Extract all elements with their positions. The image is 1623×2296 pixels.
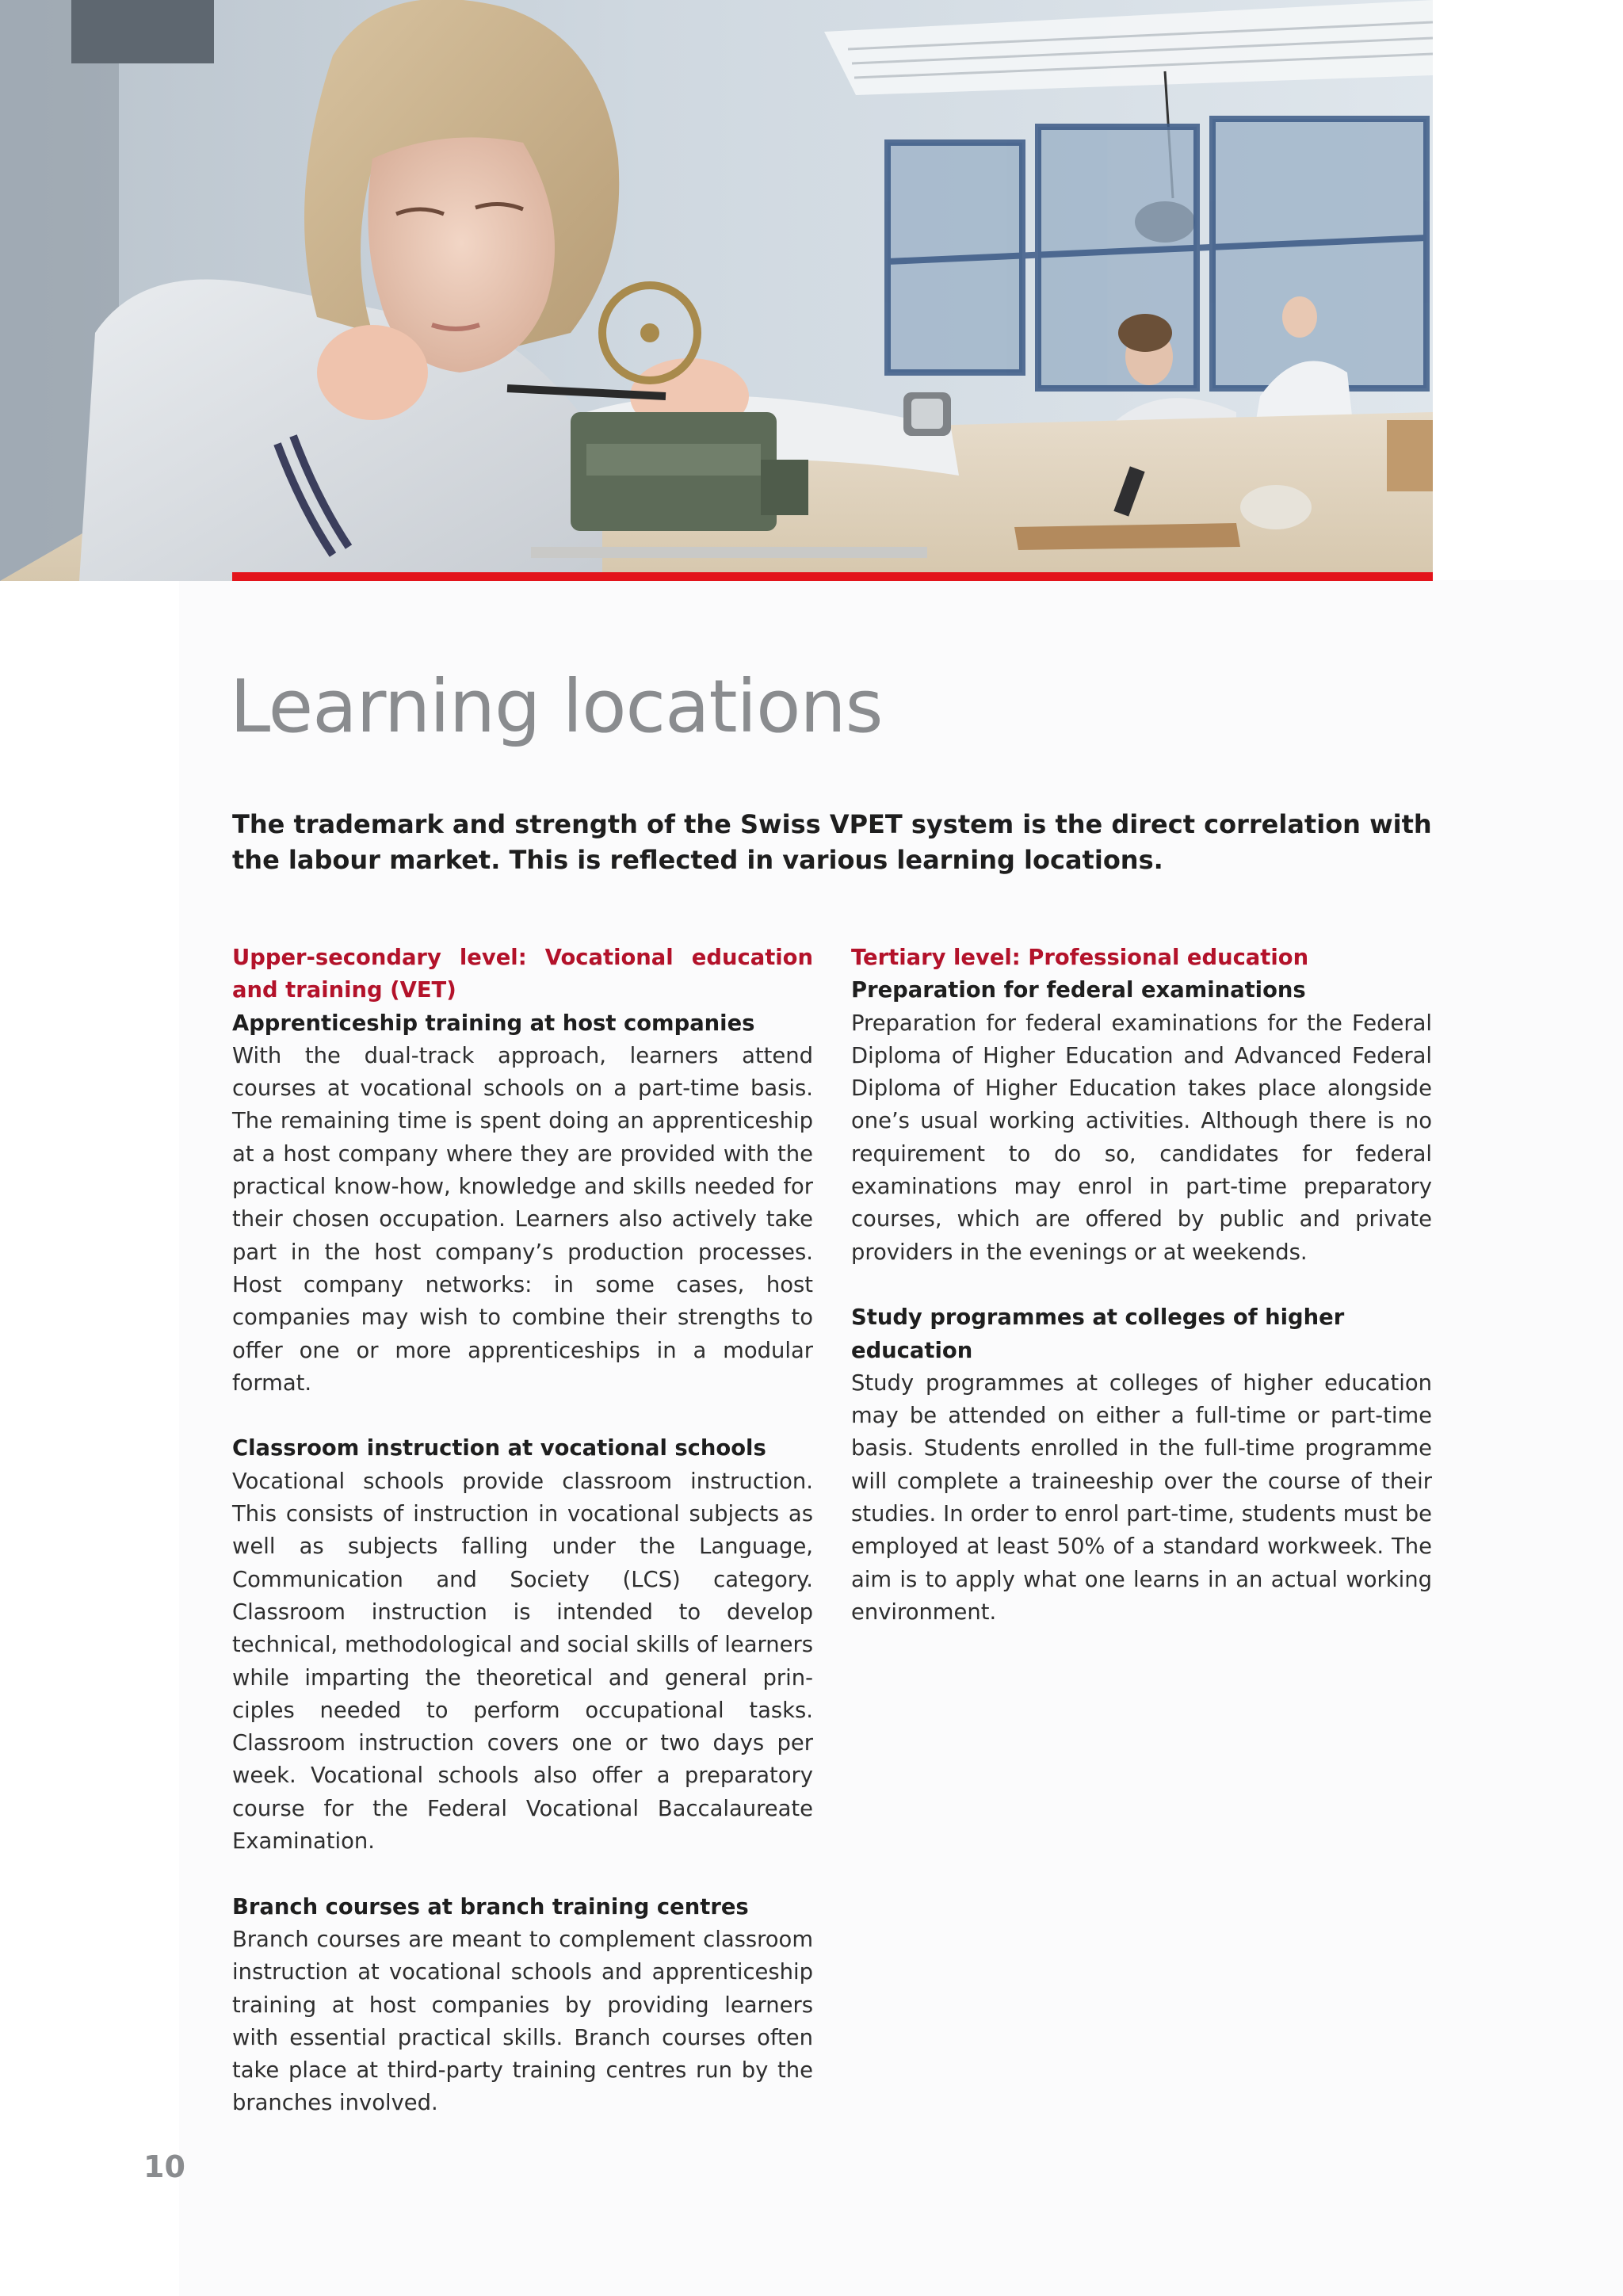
hero-photo bbox=[0, 0, 1433, 581]
block-heading: Apprenticeship training at host companies bbox=[232, 1010, 755, 1036]
block-text: Vocational schools provide classroom instruction. This consists of instruction in vocational subjects as well as subjects falling under the Language, Communication and Society (LCS) category. Classroom instruction is intended to develop technical, methodological and social skills of learners while imparting the theoretical and general principles needed to perform occupational tasks. Classroom instruction covers one or two days per week. Vocational schools also offer a preparatory course for the Federal Vocational Baccalaureate Examination. bbox=[232, 1469, 813, 1855]
block-heading: Classroom instruction at vocational schools bbox=[232, 1436, 766, 1461]
block-heading: Study programmes at colleges of higher education bbox=[851, 1305, 1345, 1363]
page-number: 10 bbox=[143, 2149, 185, 2184]
accent-red-rule bbox=[232, 572, 1433, 581]
block-text: With the dual-track approach, learners attend courses at vocational schools on a part-time basis. The remaining time is spent doing an apprenticeship at a host company where they are provided with the practical know-how, knowledge and skills needed for their chosen occupation. Learners also actively take part in the host company’s production processes. Host company networks: in some cases, host companies may wish to combine their strengths to offer one or more apprenticeships in a modular format. bbox=[232, 1043, 813, 1396]
right-column bbox=[851, 942, 1432, 1629]
block-heading: Branch courses at branch training centres bbox=[232, 1894, 749, 1920]
block-text: Preparation for federal examinations for the Federal Diploma of Higher Education and Advanced Federal Diploma of Higher Education takes place alongside one’s usual working activities. Although there is no requirement to do so, candidates for federal examinations may enrol in part-time preparatory courses, which are offered by public and private providers in the evenings or at weekends. bbox=[851, 1010, 1432, 1265]
block-text: Branch courses are meant to complement classroom instruction at vocational schools and apprenticeship training at host companies by providing learners with essential practical skills. Branch courses often take place at third-party training centres run by the branches involved. bbox=[232, 1927, 813, 2116]
block-text: Study programmes at colleges of higher education may be attended on either a full-time or part-time basis. Students enrolled in the full-time programme will complete a traineeship over the course of their studies. In order to enrol part-time, students must be employed at least 50% of a standard workweek. The aim is to apply what one learns in an actual working environment. bbox=[851, 1370, 1432, 1625]
left-column bbox=[232, 942, 813, 2120]
lead-paragraph: The trademark and strength of the Swiss VPET system is the direct correlation with the labour market. This is reflected in various learning locations. bbox=[232, 809, 1432, 875]
section-heading-tertiary: Tertiary level: Professional education bbox=[851, 946, 1309, 970]
section-heading-vet: Upper-secondary level: Vocational education and training (VET) bbox=[232, 946, 813, 1003]
block-heading: Preparation for federal examinations bbox=[851, 978, 1306, 1003]
page-title: Learning locations bbox=[230, 664, 883, 749]
apprentice-watchmaker-photo bbox=[0, 0, 1433, 581]
